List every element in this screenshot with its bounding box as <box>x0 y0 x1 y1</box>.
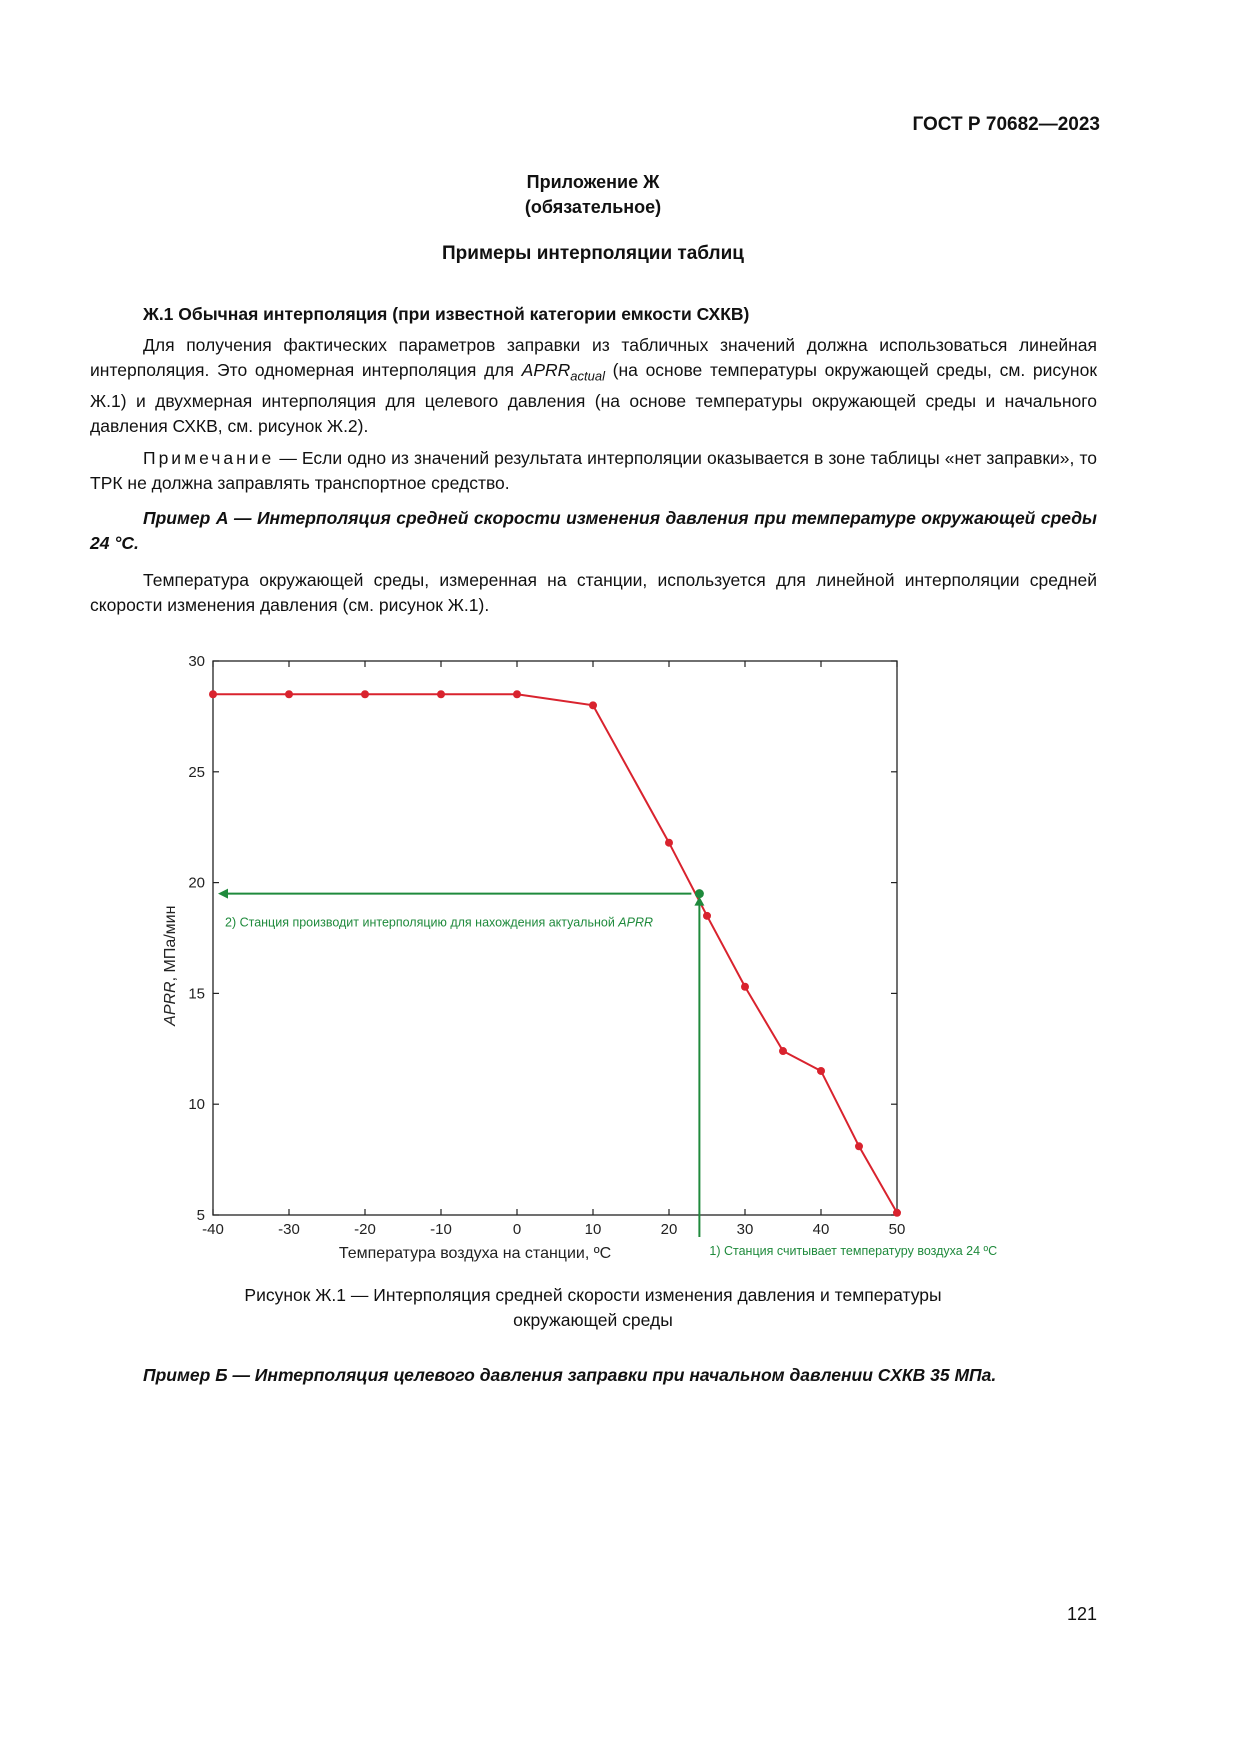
x-tick-label: -40 <box>202 1221 224 1238</box>
annotation-2-text: 2) Станция производит интерполяцию для нахождения актуальной <box>225 915 619 930</box>
note <box>90 446 1097 496</box>
paragraph-1-part1: Для получения фактических параметров заправки из табличных значений должна использоваться линейная интерполяция. Это одномерная интерполяция для <box>90 335 1097 380</box>
figure-caption-line2: окружающей среды <box>513 1310 673 1330</box>
x-tick-label: 0 <box>512 1221 522 1238</box>
y-tick-label: 10 <box>188 1096 205 1114</box>
aprr-subscript: actual <box>570 368 605 384</box>
aprr-term: APRR <box>521 360 571 380</box>
y-axis-label-italic: APRR <box>162 981 179 1026</box>
annotation-2-italic: APRR <box>618 915 654 930</box>
series-line <box>213 694 897 1213</box>
note-text: — Если одно из значений результата интерполяции оказывается в зоне таблицы «нет заправки», то ТРК не должна заправлять транспортное средство. <box>90 448 1097 493</box>
data-point <box>893 1209 901 1217</box>
page-number: 121 <box>1066 1604 1097 1624</box>
data-point <box>513 690 521 698</box>
data-point <box>665 839 673 847</box>
interpolated-point <box>695 889 704 898</box>
aprr-chart <box>150 650 1050 1270</box>
chart-root <box>162 653 997 1262</box>
x-tick-label: 40 <box>812 1221 830 1238</box>
annotation-1: 1) Станция считывает температуру воздуха 24 ºС <box>709 1244 998 1258</box>
data-point <box>855 1142 863 1150</box>
y-tick-label: 5 <box>196 1207 205 1224</box>
data-point <box>817 1067 825 1075</box>
x-tick-label: 30 <box>736 1221 754 1238</box>
appendix-title: Приложение Ж <box>526 172 660 192</box>
section-heading: Ж.1 Обычная интерполяция (при известной категории емкости СХКВ) <box>143 304 750 324</box>
document-code: ГОСТ Р 70682—2023 <box>912 114 1100 135</box>
data-point <box>779 1047 787 1055</box>
appendix-heading: Примеры интерполяции таблиц <box>442 243 744 264</box>
x-tick-label: -10 <box>430 1221 452 1238</box>
y-axis-label-rest: , МПа/мин <box>162 905 179 982</box>
note-label: Примечание <box>143 448 275 468</box>
horizontal-arrow-head <box>218 889 228 899</box>
data-point <box>209 690 217 698</box>
figure-caption-line1: Рисунок Ж.1 — Интерполяция средней скорости изменения давления и температуры <box>244 1285 942 1305</box>
data-point <box>703 912 711 920</box>
x-tick-label: 20 <box>660 1221 678 1238</box>
x-tick-label: 10 <box>584 1221 602 1238</box>
data-point <box>361 690 369 698</box>
y-tick-label: 15 <box>188 985 205 1003</box>
plot-frame <box>213 661 897 1215</box>
example-a: Пример А — Интерполяция средней скорости изменения давления при температуре окружающей среды 24 °С. <box>90 508 1097 553</box>
data-point <box>437 690 445 698</box>
y-axis-label <box>162 906 179 1027</box>
x-tick-label: -20 <box>354 1221 376 1238</box>
y-tick-label: 30 <box>188 653 205 670</box>
paragraph-1 <box>90 333 1097 439</box>
x-axis-label: Температура воздуха на станции, ºС <box>338 1245 612 1262</box>
x-tick-label: 50 <box>888 1221 906 1238</box>
paragraph-1-part2: (на основе температуры окружающей среды, см. рисунок Ж.1) и двухмерная интерполяция для целевого давления (на основе температуры окружающей среды и начального давления СХКВ, см. рисунок Ж.2). <box>90 360 1097 436</box>
data-point <box>741 983 749 991</box>
data-point <box>285 690 293 698</box>
x-tick-label: -30 <box>278 1221 300 1238</box>
appendix-status: (обязательное) <box>524 197 662 217</box>
y-tick-label: 20 <box>188 874 205 892</box>
annotation-2 <box>225 916 653 930</box>
y-tick-label: 25 <box>188 763 205 781</box>
paragraph-2: Температура окружающей среды, измеренная на станции, используется для линейной интерполяции средней скорости изменения давления (см. рисунок Ж.1). <box>90 570 1097 615</box>
example-b: Пример Б — Интерполяция целевого давления заправки при начальном давлении СХКВ 35 МПа. <box>143 1365 997 1385</box>
data-point <box>589 701 597 709</box>
